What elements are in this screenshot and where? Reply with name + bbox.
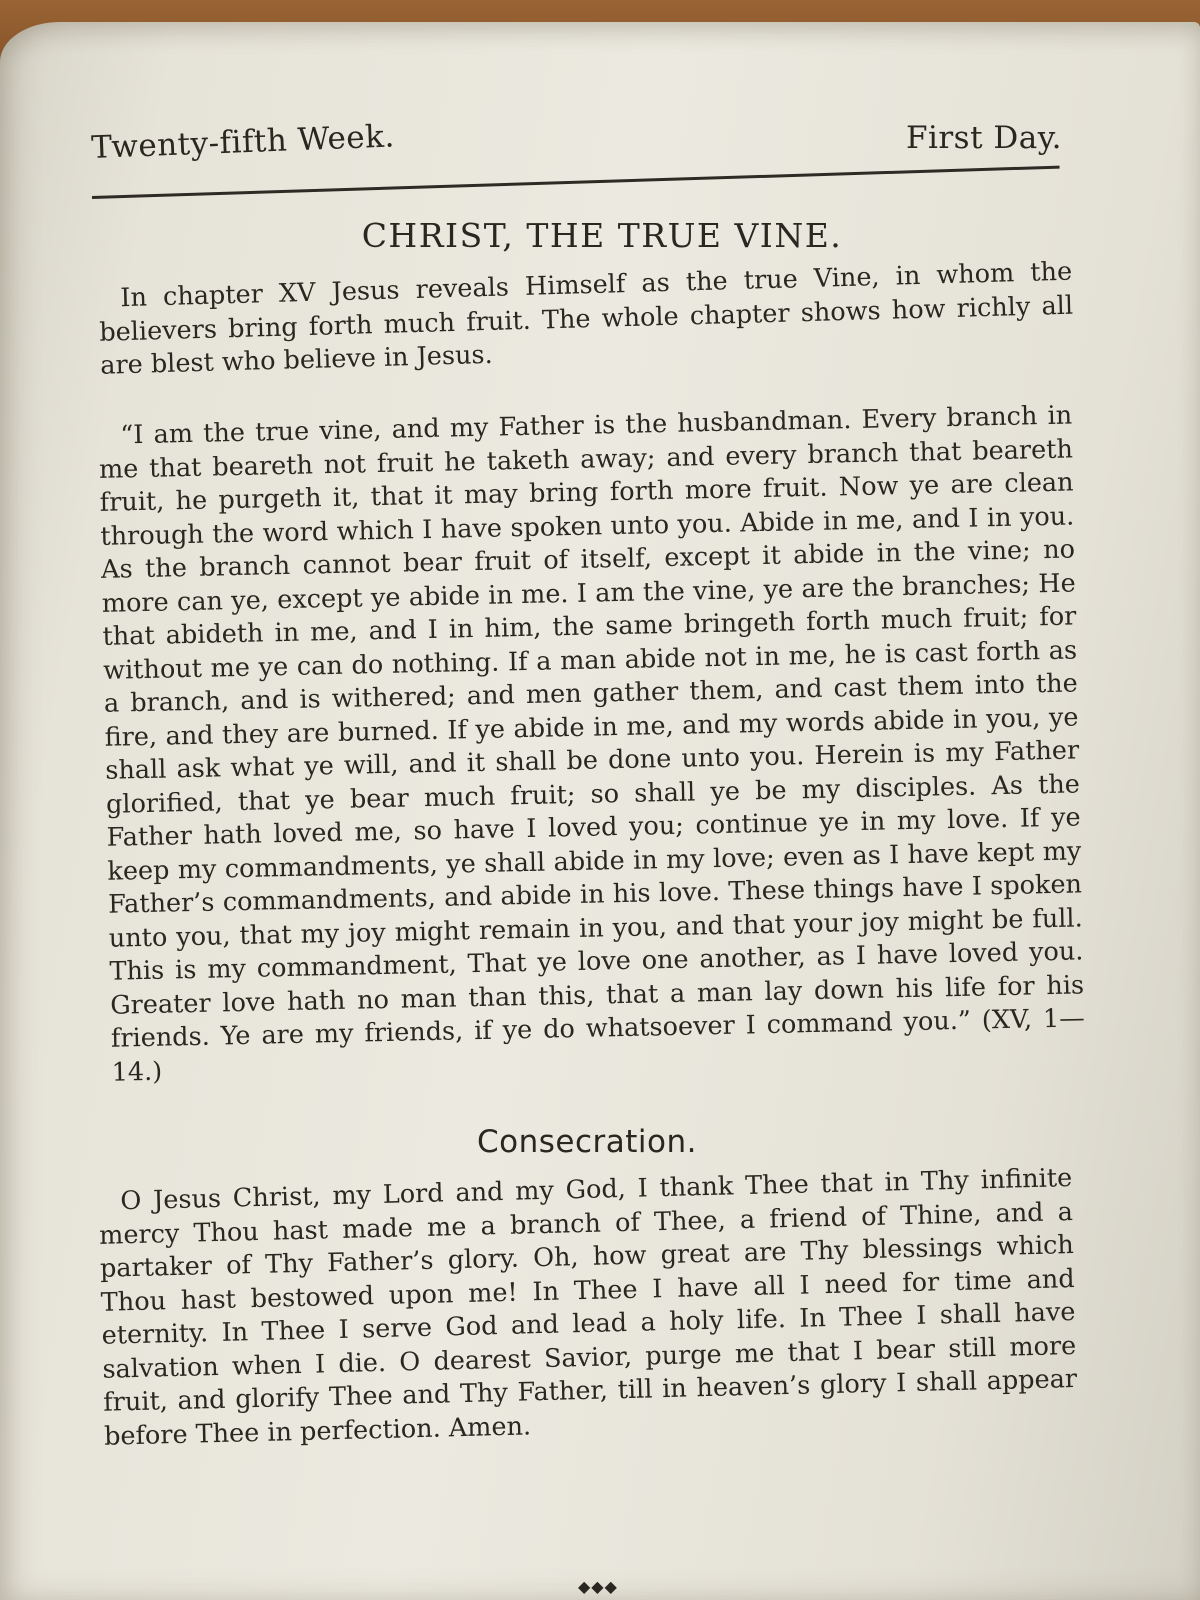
header-rule — [92, 166, 1060, 199]
running-head-week: Twenty-fifth Week. — [90, 118, 396, 166]
running-head — [90, 100, 1072, 166]
ornament-icon: ◆◆◆ — [578, 1577, 618, 1596]
running-head-day: First Day. — [905, 120, 1062, 156]
chapter-title: CHRIST, THE TRUE VINE. — [361, 216, 843, 255]
section-title: Consecration. — [476, 1123, 697, 1160]
intro-paragraph: In chapter XV Jesus reveals Himself as the true Vine, in whom the believers bring forth much fruit. The whole chapter shows how richly all are blest who believe in Jesus. — [98, 256, 1074, 381]
book-page — [0, 22, 1200, 1600]
page-content — [90, 100, 1086, 1484]
prayer-paragraph: O Jesus Christ, my Lord and my God, I thank Thee that in Thy infinite mercy Thou hast made me a branch of Thee, a friend of Thine, and a partaker of Thy Father’s glory. Oh, how great are Thy blessings which Thou hast bestowed upon me! In Thee I have all I need for time and eternity. In Thee I serve God and lead a holy life. In Thee I shall have salvation when I die. O dearest Savior, purge me that I bear still more fruit, and glorify Thee and Thy Father, till in heaven’s glory I shall appear before Thee in perfection. Amen. — [98, 1162, 1078, 1451]
scripture-paragraph: “I am the true vine, and my Father is the husbandman. Every branch in me that beareth not fruit he taketh away; and every branch that beareth fruit, he purgeth it, that it may bring forth more fruit. Now ye are clean through the word which I have spoken unto you. Abide in me, and I in you. As the branch cannot bear fruit of itself, except it abide in the vine; no more can ye, except ye abide in me. I am the vine, ye are the branches; He that abideth in me, and I in him, the same bringeth forth much fruit; for without me ye can do nothing. If a man abide not in me, he is cast forth as a branch, and is withered; and men gather them, and cast them into the fire, and they are burned. If ye abide in me, and my words abide in you, ye shall ask what ye will, and it shall be done unto you. Herein is my Father glorified, that ye bear much fruit; so shall ye be my disciples. As the Father hath loved me, so have I loved you; continue ye in my love. If ye keep my commandments, ye shall abide in my love; even as I have kept my Father’s commandments, and abide in his love. These things have I spoken unto you, that my joy might remain in you, and that your joy might be full. This is my commandment, That ye love one another, as I have loved you. Greater love hath no man than this, that a man lay down his life for his friends. Ye are my friends, if ye do whatsoever I command you.” (XV, 1—14.) — [98, 399, 1086, 1087]
